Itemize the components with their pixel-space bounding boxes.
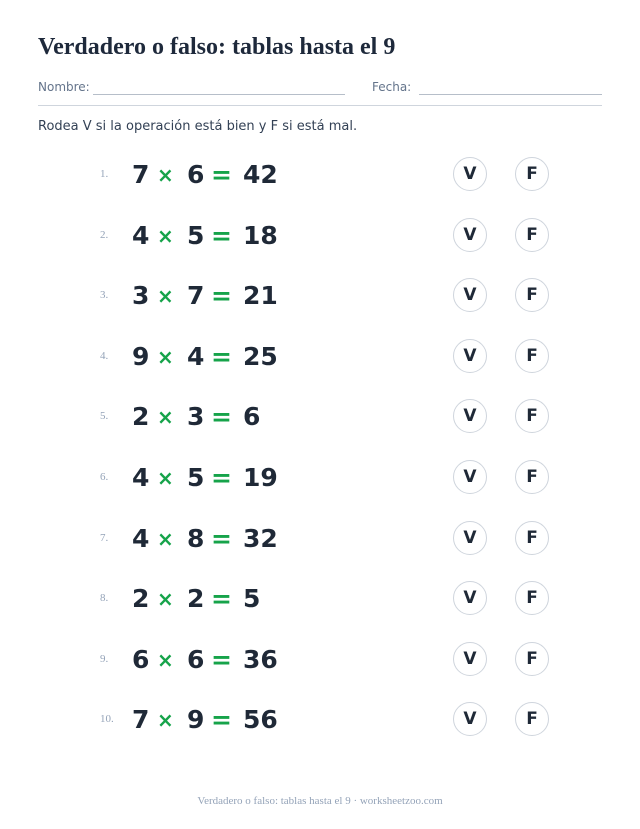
times-sign: × xyxy=(157,163,174,187)
true-option[interactable]: V xyxy=(453,702,487,736)
factor-b: 2 xyxy=(187,584,205,614)
times-sign: × xyxy=(157,647,174,672)
times-sign: × xyxy=(157,405,174,430)
problem-number: 2. xyxy=(100,228,109,241)
factor-a: 4 xyxy=(132,220,150,250)
result: 18 xyxy=(243,220,278,250)
date-field[interactable] xyxy=(419,94,602,95)
false-option[interactable]: F xyxy=(515,581,549,615)
factor-a: 2 xyxy=(132,402,150,432)
times-sign: × xyxy=(157,284,174,309)
problem-number: 7. xyxy=(100,531,109,544)
false-option[interactable]: F xyxy=(515,521,549,555)
problem-row xyxy=(0,277,640,317)
factor-b: 3 xyxy=(187,402,205,432)
result: 25 xyxy=(243,341,278,371)
factor-a: 4 xyxy=(132,523,150,553)
problem-row xyxy=(0,156,640,196)
factor-b: 5 xyxy=(187,463,205,492)
name-field[interactable] xyxy=(93,94,345,95)
equals-sign: = xyxy=(211,281,232,311)
result: 56 xyxy=(243,705,278,735)
problem-number: 3. xyxy=(100,289,109,302)
factor-a: 6 xyxy=(132,644,150,674)
problem-row xyxy=(0,338,640,378)
header-fields xyxy=(38,80,602,96)
factor-b: 6 xyxy=(187,644,205,674)
problem-row xyxy=(0,701,640,741)
times-sign: × xyxy=(157,708,174,733)
times-sign: × xyxy=(157,466,174,490)
factor-b: 4 xyxy=(187,341,205,371)
problem-number: 5. xyxy=(100,410,109,423)
equals-sign: = xyxy=(211,220,232,250)
result: 19 xyxy=(243,463,278,492)
problem-row xyxy=(0,398,640,438)
problem-row xyxy=(0,459,640,499)
factor-b: 5 xyxy=(187,220,205,250)
true-option[interactable]: V xyxy=(453,642,487,676)
equals-sign: = xyxy=(211,523,232,553)
false-option[interactable]: F xyxy=(515,399,549,433)
result: 42 xyxy=(243,160,278,189)
problem-number: 10. xyxy=(100,713,114,726)
result: 36 xyxy=(243,644,278,674)
result: 32 xyxy=(243,523,278,553)
false-option[interactable]: F xyxy=(515,339,549,373)
equals-sign: = xyxy=(211,644,232,674)
page-title: Verdadero o falso: tablas hasta el 9 xyxy=(38,34,396,60)
problem-row xyxy=(0,641,640,681)
factor-a: 7 xyxy=(132,160,150,189)
times-sign: × xyxy=(157,223,174,248)
false-option[interactable]: F xyxy=(515,278,549,312)
equals-sign: = xyxy=(211,584,232,614)
true-option[interactable]: V xyxy=(453,218,487,252)
equals-sign: = xyxy=(211,402,232,432)
date-label: Fecha: xyxy=(372,80,412,94)
factor-b: 9 xyxy=(187,705,205,735)
times-sign: × xyxy=(157,344,174,369)
true-option[interactable]: V xyxy=(453,278,487,312)
header-divider xyxy=(38,105,602,106)
result: 21 xyxy=(243,281,278,311)
factor-b: 7 xyxy=(187,281,205,311)
times-sign: × xyxy=(157,526,174,551)
equals-sign: = xyxy=(211,341,232,371)
factor-a: 9 xyxy=(132,341,150,371)
problem-row xyxy=(0,520,640,560)
equals-sign: = xyxy=(211,705,232,735)
name-label: Nombre: xyxy=(38,80,90,94)
true-option[interactable]: V xyxy=(453,581,487,615)
false-option[interactable]: F xyxy=(515,157,549,191)
true-option[interactable]: V xyxy=(453,157,487,191)
problem-number: 9. xyxy=(100,652,109,665)
true-option[interactable]: V xyxy=(453,460,487,494)
problem-number: 8. xyxy=(100,592,109,605)
factor-b: 6 xyxy=(187,160,205,189)
false-option[interactable]: F xyxy=(515,218,549,252)
true-option[interactable]: V xyxy=(453,521,487,555)
factor-a: 3 xyxy=(132,281,150,311)
true-option[interactable]: V xyxy=(453,339,487,373)
false-option[interactable]: F xyxy=(515,642,549,676)
problem-number: 1. xyxy=(100,168,109,180)
factor-b: 8 xyxy=(187,523,205,553)
factor-a: 7 xyxy=(132,705,150,735)
instructions: Rodea V si la operación está bien y F si está mal. xyxy=(38,119,358,134)
false-option[interactable]: F xyxy=(515,702,549,736)
times-sign: × xyxy=(157,587,174,612)
true-option[interactable]: V xyxy=(453,399,487,433)
problem-number: 4. xyxy=(100,349,109,362)
false-option[interactable]: F xyxy=(515,460,549,494)
result: 5 xyxy=(243,584,261,614)
result: 6 xyxy=(243,402,261,432)
problem-row xyxy=(0,580,640,620)
equals-sign: = xyxy=(211,160,232,189)
equals-sign: = xyxy=(211,463,232,492)
factor-a: 4 xyxy=(132,463,150,492)
problem-row xyxy=(0,217,640,257)
factor-a: 2 xyxy=(132,584,150,614)
footer: Verdadero o falso: tablas hasta el 9 · worksheetzoo.com xyxy=(197,795,443,807)
problem-number: 6. xyxy=(100,471,109,483)
